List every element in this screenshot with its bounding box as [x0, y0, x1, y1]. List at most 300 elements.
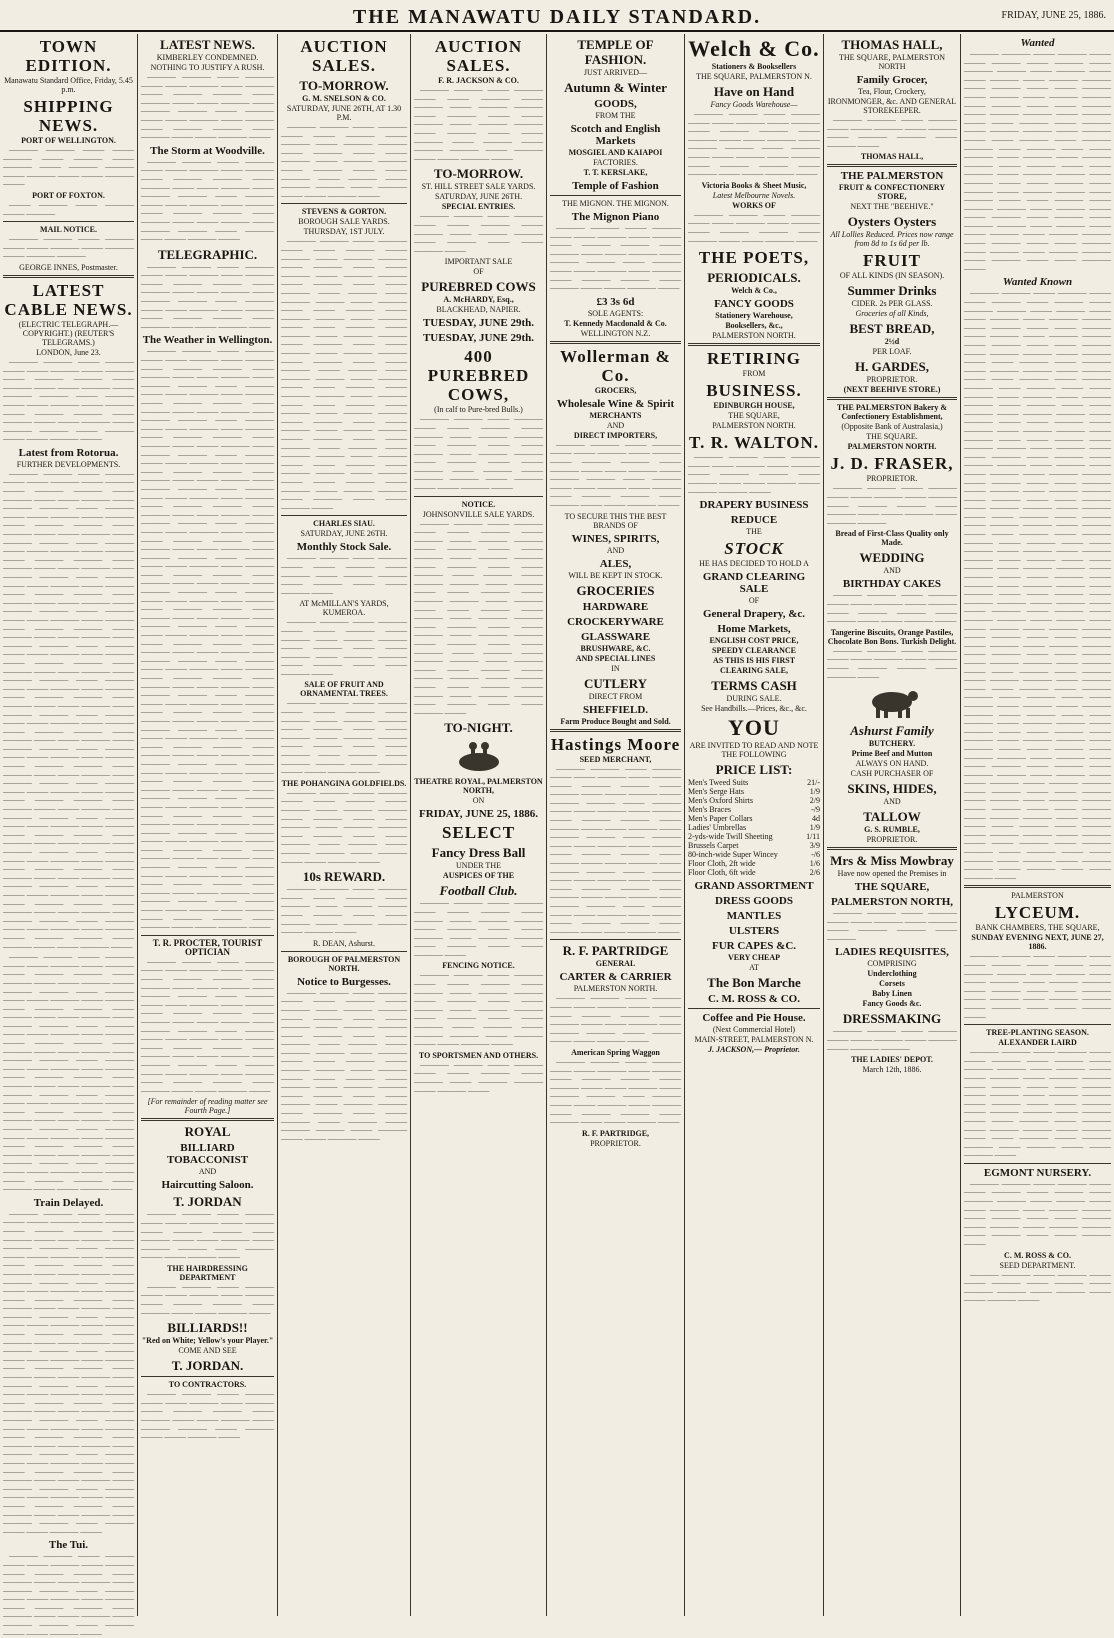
thursday: THURSDAY, 1ST JULY. — [303, 227, 385, 237]
fancy-goods: Fancy Goods Warehouse— — [710, 100, 798, 109]
text-block: ———— ———— ——— ———— ——— ——— ———— ——— ———— ——— ———— ———— ——— ———— ——— ——— ———— ——— ———— ———— ——— ———— ——— ——— ———— ——— — [141, 1210, 274, 1262]
text-block: ———— ———— ——— ———— ——— ——— ———— ——— ———— ——— ———— ———— ——— ———— ——— ——— ———— ——— ———— ———— ——— ———— ——— ——— ———— ——— ———— ——— ———— ———— ——— ———— ——— ——— ———— ——— ———— ———— ——— ———— ——— ——— ———— ——— — [3, 1552, 134, 1638]
price-item-value: 3/9 — [809, 841, 820, 851]
column-6 — [688, 34, 820, 1616]
the-square: THE SQUARE. — [866, 432, 918, 442]
text-block: ———— ———— ——— ———— ——— ——— ———— ——— ———— ——— ———— ———— ——— ———— ——— ——— ———— ——— ———— ———— ——— ———— ——— ——— ———— ——— ———— ——— ———— ———— ——— ———— ——— ——— ———— ——— ———— ———— ——— ———— ——— ——— ———— ——— ———— ——— ———— ———— ——— ———— ——— ——— ———— ——— ———— ———— ——— ———— ——— ——— ———— ——— ———— ——— ———— ———— ——— ———— ——— ——— ———— ——— ———— ———— ——— ———— ——— ——— ———— ——— ———— ——— ———— ———— ——— ———— ——— ——— ———— ——— ———— ———— ——— ———— ——— ——— ———— ——— ———— ——— ———— ———— ——— ———— ——— ——— ———— ——— ———— ———— ——— ———— ——— ——— ———— ——— ———— ——— ———— ———— ——— ———— ——— ——— ———— ——— ———— ———— ——— ———— ——— ——— ———— ——— ———— ——— ———— ———— ——— ———— ——— ——— ———— ——— ———— ———— ——— ———— ——— ——— ———— ——— ———— ——— ———— ———— ——— ———— ——— ——— ———— ——— ———— ———— ——— ———— ——— ——— ———— ——— — [3, 1209, 134, 1536]
column-rule — [277, 34, 278, 1616]
the-square-3: THE SQUARE, — [854, 881, 930, 894]
price-item-name: Men's Tweed Suits — [688, 778, 749, 788]
merchants: MERCHANTS — [589, 410, 642, 420]
ashurst-family: Ashurst Family — [850, 723, 934, 739]
stevens: STEVENS & GORTON. — [301, 207, 387, 217]
and-2: AND — [883, 797, 901, 807]
best-bread: BEST BREAD, — [849, 321, 935, 337]
text-block: ———— ———— ——— ———— ——— ——— ———— ——— ———— ——— ———— ———— ——— ———— ——— ——— ———— ——— ———— ———— — [827, 484, 957, 527]
next-door: (Next Commercial Hotel) — [712, 1025, 796, 1035]
jordan: T. JORDAN — [173, 1194, 242, 1210]
temple-heading: TEMPLE OF FASHION. — [577, 37, 654, 67]
theatre: THEATRE ROYAL, PALMERSTON NORTH, — [414, 777, 543, 796]
telegraphic-heading: TELEGRAPHIC. — [157, 246, 258, 262]
skins-hides: SKINS, HIDES, — [847, 781, 937, 797]
very-cheap: VERY CHEAP — [727, 953, 781, 963]
sunday-evening: SUNDAY EVENING NEXT, JUNE 27, 1886. — [971, 933, 1104, 952]
of: OF — [748, 596, 760, 606]
at: AT — [749, 963, 759, 973]
price-row — [688, 787, 820, 796]
price-list-table — [688, 778, 820, 877]
and: AND — [883, 566, 901, 576]
important: IMPORTANT SALE — [444, 257, 513, 267]
have-on-hand: Have on Hand — [713, 84, 795, 99]
first-sale: AS THIS IS HIS FIRST — [712, 656, 796, 666]
palm-north: PALMERSTON NORTH. — [573, 984, 658, 994]
price-row — [688, 814, 820, 823]
further-heading: FURTHER DEVELOPMENTS. — [16, 459, 121, 469]
text-block: ———— ———— ——— ———— ——— ——— ———— ——— ———— ——— ———— ———— ——— ———— ——— — [414, 1060, 543, 1095]
reward: 10s REWARD. — [302, 869, 386, 885]
office-line: Manawatu Standard Office, Friday, 5.45 p.m. — [4, 76, 133, 94]
and: AND — [198, 1167, 217, 1177]
partridge: R. F. PARTRIDGE — [562, 943, 669, 959]
billiard: BILLIARD TOBACCONIST — [166, 1142, 249, 1167]
factories: FACTORIES. — [593, 158, 638, 167]
direct-from: DIRECT FROM — [588, 691, 643, 701]
groceries: GROCERIES — [576, 582, 655, 598]
burgesses: Notice to Burgesses. — [297, 975, 391, 988]
wollerman: Wollerman & Co. — [560, 346, 671, 385]
price-item-value: -/6 — [811, 850, 820, 860]
text-block: ———— ———— ——— ———— ——— ——— ———— ——— ———— ——— ———— ———— ——— ———— ——— ——— ———— ——— ———— ———— ——— ———— ——— ——— ———— ——— — [550, 994, 681, 1046]
text-block: ———— ———— ——— ———— ——— ——— ———— ——— ———— ——— ———— ———— ——— ———— ——— ——— ———— ——— ———— ———— ——— ———— ——— ——— ———— ——— ———— ——— ———— ———— ——— ———— ——— ——— ———— ——— ———— ———— ——— ———— ——— ——— ———— ——— ———— ——— ———— ———— ——— ———— ——— ——— ———— ——— ———— ———— ——— ———— ——— ——— ———— ——— ———— ——— ———— ———— ——— ———— ——— ——— ———— ——— ———— ———— ——— ———— ——— ——— ———— ——— ———— ——— ———— ———— ——— ———— ——— ——— ———— ——— ———— ———— ——— ———— ——— ——— ———— ——— ———— ——— ———— ———— ——— ———— ——— ——— ———— ——— ———— ———— ——— ———— ——— ——— ———— ——— ———— ——— ———— ———— ——— ———— ——— ——— ———— ——— ———— ———— ——— ———— ——— ——— ———— ——— ———— ——— ———— ———— ——— ———— ——— ——— ———— ——— ———— ———— ——— ———— ——— ——— ———— ——— ———— ——— ———— ———— ——— ———— ——— ——— ———— ——— ———— ———— ——— ———— ——— ——— ———— ——— ———— ——— ———— ———— ——— ———— ——— ——— ———— ——— ———— ———— ——— ———— ——— ——— ———— ——— ———— ——— ———— ———— ——— ———— ——— ——— ———— ——— ———— ———— ——— ———— ——— ——— ———— ——— ———— ——— ———— ———— ——— ———— ——— ——— ———— ——— ———— ———— ——— ———— ——— ——— ———— ——— ———— ——— ———— ———— ——— ———— ——— ——— ———— ——— ———— ———— ——— ———— ——— ——— ———— ——— ———— ——— ———— ———— ——— ———— ——— ——— ———— ——— ———— ———— ——— ———— ——— ——— ———— ——— ———— ——— ———— ———— ——— ———— ——— ——— ———— ——— ———— ———— ——— ———— ——— ——— ———— ——— ———— ——— ———— ———— ——— ———— ——— ——— ———— ——— ———— ———— ——— ———— ——— ——— ———— ——— ———— ——— ———— ———— ——— ———— ——— ——— ———— ——— — [141, 347, 274, 932]
terms-cash: TERMS CASH — [711, 678, 797, 694]
stationery-warehouse: Stationery Warehouse, — [715, 311, 793, 321]
kimberley: KIMBERLEY CONDEMNED. — [156, 53, 259, 62]
mignon: THE MIGNON. THE MIGNON. — [562, 199, 669, 208]
price-item-name: Men's Braces — [688, 805, 731, 815]
text-block: ———— ———— ——— ———— ——— ——— ———— ——— ———— ——— ———— ———— ——— ———— ——— ——— ———— ——— — [964, 1270, 1111, 1305]
piano-price: £3 3s 6d — [596, 295, 635, 308]
under: UNDER THE — [456, 861, 501, 871]
wanted-heading: Wanted — [1020, 37, 1055, 49]
main-street: MAIN-STREET, PALMERSTON N. — [694, 1035, 814, 1045]
business: BUSINESS. — [706, 381, 802, 401]
text-block: ———— ———— ——— ———— ——— ——— ———— ——— ———— ——— ———— ———— ——— ———— ——— ——— ———— ——— — [688, 210, 820, 245]
text-block: ———— ———— ——— ———— ——— ——— ———— ——— ———— ——— ———— ———— ——— ———— ——— ——— ———— ——— ———— ———— ——— ———— ——— ——— ———— ——— ———— ——— ———— ———— ——— ———— ——— ——— ———— ——— — [141, 262, 274, 331]
auction-heading-2: AUCTION SALES. — [434, 37, 523, 75]
palm-north-2: PALMERSTON NORTH, — [830, 896, 954, 909]
home-markets: Home Markets, — [717, 623, 791, 636]
handbills: See Handbills.—Prices, &c., &c. — [701, 704, 807, 714]
palm-north: PALMERSTON NORTH. — [712, 331, 796, 341]
and: AND — [606, 420, 625, 430]
sole-agents: SOLE AGENTS: — [587, 308, 644, 318]
town-edition-heading: TOWN EDITION. — [25, 37, 112, 75]
general: GENERAL — [595, 959, 636, 969]
text-block: ———— ———— ——— ———— ——— ——— ———— ——— ———— ——— ———— ———— ——— ———— ——— ——— ———— ——— ———— ———— ——— ———— ——— ——— ———— ——— ———— ——— ———— ———— ——— ———— ——— ——— ———— ——— — [964, 1179, 1111, 1249]
bakery: THE PALMERSTON Bakery & Confectionery Establishment, — [836, 403, 948, 422]
ales: ALES, — [599, 557, 632, 570]
text-block: ———— ———— ——— ———— ——— ——— ———— ——— ———— ——— ———— ———— ——— ———— ——— ——— ———— ——— ———— ———— ——— ———— ——— ——— ———— ——— ———— ——— ———— ———— ——— ———— ——— ——— ———— ——— ———— ———— ——— ———— ——— ——— ———— ——— — [141, 157, 274, 244]
kerslake: T. T. KERSLAKE, — [583, 168, 648, 177]
walton: T. R. WALTON. — [689, 433, 819, 453]
of: OF — [473, 267, 484, 277]
text-block: ———— ———— ——— ———— ——— ——— ———— ——— ———— ——— ———— ———— ——— ———— ——— ——— ———— ——— ———— ———— ——— ———— ——— ——— ———— ——— ———— ——— ———— ———— ——— ———— ——— ——— ———— ——— ———— ———— ——— ———— ——— ——— ———— ——— ———— ——— ———— ———— ——— ———— ——— ——— ———— ——— ———— ———— ——— ———— ——— ——— ———— ——— ———— ——— ———— ———— ——— ———— ——— ——— ———— ——— ———— ———— ——— ———— ——— ——— ———— ——— ———— ——— ———— ———— ——— ———— ——— ——— ———— ——— ———— ———— ——— ———— ——— ——— ———— ——— ———— ——— ———— ———— ——— ———— ——— ——— ———— ——— ———— ———— ——— ———— ——— ——— ———— ——— ———— ——— ———— ———— ——— ———— ——— ——— ———— ——— — [964, 50, 1111, 273]
column-5 — [550, 34, 681, 1616]
thomas-hall-2: THOMAS HALL, — [860, 152, 924, 162]
price-item-name: 2-yds-wide Twill Sheeting — [688, 832, 773, 842]
general-drapery: General Drapery, &c. — [702, 608, 806, 621]
text-block: ———— ———— ——— ———— ——— ——— ———— ——— ———— ——— ———— ———— ——— ———— ——— ——— ———— ——— ———— ———— ——— ———— ——— ——— ———— ——— ———— ——— ———— ———— ——— ———— ——— ——— ———— ——— — [414, 86, 543, 163]
mosgiel: MOSGIEL AND KAIAPOI — [568, 148, 663, 157]
ulsters: ULSTERS — [728, 925, 780, 938]
wellington-nz: WELLINGTON N.Z. — [580, 328, 651, 338]
in-season: OF ALL KINDS (IN SEASON). — [839, 271, 945, 281]
palmerston: THE PALMERSTON — [840, 170, 944, 183]
summer-drinks: Summer Drinks — [847, 283, 937, 299]
price-item-name: Men's Paper Collars — [688, 814, 753, 824]
text-block: ———— ———— ——— ———— ——— ——— ———— ——— ———— ——— ———— ———— ——— ———— ——— ——— ———— ——— ———— ———— ——— ———— ——— ——— ———— ——— ———— ——— ———— ———— ——— ———— ——— ——— ———— ——— ———— ———— ——— ———— ——— ——— ———— ——— ———— ——— ———— ———— ——— ———— ——— ——— ———— ——— ———— ———— ——— ———— ——— ——— ———— ——— — [964, 1048, 1111, 1160]
on: ON — [472, 796, 485, 806]
dressmaking: DRESSMAKING — [842, 1011, 942, 1027]
american-waggon: American Spring Waggon — [571, 1047, 660, 1057]
wines: WINES, SPIRITS, — [571, 532, 660, 545]
text-block: ———— ———— ——— ———— ——— ——— ———— ——— ———— ——— ———— ———— ——— ———— ——— ——— ———— ——— ———— ———— ——— ———— ——— ——— ———— ——— — [281, 618, 407, 678]
text-block: ———— ———— ——— ———— ——— ——— ———— ——— ———— ——— ———— ———— ——— ———— ——— ——— ———— ——— — [414, 212, 543, 255]
invited: ARE INVITED TO READ AND NOTE THE FOLLOWING — [689, 741, 819, 760]
column-8 — [964, 34, 1111, 1616]
shipping-heading: SHIPPING NEWS. — [23, 97, 114, 135]
column-rule — [137, 34, 138, 1616]
opp-bank: (Opposite Bank of Australasia,) — [841, 422, 943, 432]
dean: R. DEAN, Ashurst. — [312, 938, 375, 948]
stock: STOCK — [724, 539, 784, 559]
prime-beef: Prime Beef and Mutton — [851, 749, 933, 759]
fur-capes: FUR CAPES &C. — [711, 940, 797, 953]
text-block: ———— ———— ——— ———— ——— ——— ———— ——— ———— ——— ———— ———— ——— ———— ——— ——— ———— ——— ———— ———— ——— ———— ——— ——— ———— ——— — [414, 899, 543, 959]
text-block: ———— ———— ——— ———— ——— ——— ———— ——— ———— ——— ———— ———— ——— ———— ——— ——— ———— ——— ———— ———— ——— ———— ——— ——— ———— ——— ———— ——— ———— ———— ——— ———— ——— ——— ———— ——— — [414, 971, 543, 1049]
always-on-hand: ALWAYS ON HAND. — [855, 759, 929, 769]
bank-chambers: BANK CHAMBERS, THE SQUARE, — [975, 923, 1100, 933]
drapery: DRAPERY BUSINESS — [699, 499, 809, 512]
siau-date: SATURDAY, JUNE 26TH. — [300, 529, 388, 539]
stationers: Stationers & Booksellers — [711, 62, 797, 71]
text-block: ———— ———— ——— ———— ——— ——— ———— ——— ———— ——— ———— ———— ——— ———— ——— ——— ———— ——— ———— ———— ——— ———— ——— ——— ———— ——— ———— ——— ———— ———— ——— ———— ——— ——— ———— ——— — [281, 123, 407, 200]
contractors: TO CONTRACTORS. — [168, 1380, 247, 1390]
text-block: ———— ———— ——— ———— ——— ——— ———— ——— ———— ——— ———— ———— — [827, 1027, 957, 1053]
lollies: All Lollies Reduced. Prices now range from 8d to 1s 6d per lb. — [830, 230, 954, 249]
special-lines: AND SPECIAL LINES — [575, 653, 656, 663]
text-block: ———— ———— ——— ———— ——— ——— ———— ——— ———— ——— ———— ———— ——— ———— ——— — [827, 646, 957, 681]
in: IN — [611, 663, 620, 673]
clearing-sale: GRAND CLEARING SALE — [702, 571, 806, 596]
price-row — [688, 778, 820, 787]
sat: SATURDAY, JUNE 26TH. — [434, 192, 523, 202]
secure: TO SECURE THIS THE BEST BRANDS OF — [564, 511, 667, 530]
price-item-name: Floor Cloth, 6ft wide — [688, 868, 756, 878]
column-rule — [823, 34, 824, 1616]
auction-heading: AUCTION SALES. — [300, 37, 388, 75]
price-item-value: 1/9 — [809, 823, 820, 833]
hardware: HARDWARE — [582, 600, 649, 613]
ross-co: C. M. ROSS & CO. — [708, 993, 800, 1006]
the-poets: THE POETS, — [698, 248, 810, 268]
column-rule — [684, 34, 685, 1616]
speedy: SPEEDY CLEARANCE — [712, 646, 796, 656]
english-cost: ENGLISH COST PRICE, — [709, 636, 799, 646]
booksellers: Booksellers, &c., — [725, 321, 783, 331]
hastings-moore: Hastings Moore — [550, 734, 681, 754]
palm-north-2: PALMERSTON NORTH. — [712, 421, 796, 431]
square: THE SQUARE, PALMERSTON N. — [696, 72, 812, 81]
text-block: ———— ———— ——— ———— ——— ——— ———— ——— ———— ——— ———— ———— ——— ———— ——— ——— ———— ——— ———— ———— ——— ———— ——— ——— ———— ——— ———— ——— ———— ———— ——— ———— ——— ——— ———— ——— ———— ———— ——— ———— ——— ——— ———— ——— ———— ——— ———— ———— ——— ———— ——— ——— ———— ——— ———— ———— ——— ———— ——— ——— ———— ——— ———— ——— ———— ———— ——— ———— ——— ——— ———— ——— ———— ———— ——— ———— ——— ——— ———— ——— ———— ——— ———— ———— ——— ———— ——— ——— ———— ——— — [414, 519, 543, 717]
sthill: ST. HILL STREET SALE YARDS. — [421, 182, 536, 192]
jackson: F. R. JACKSON & CO. — [438, 76, 519, 85]
port-foxton: PORT OF FOXTON. — [32, 190, 105, 200]
price-item-name: Men's Oxford Shirts — [688, 796, 753, 806]
scotch: Scotch and English Markets — [570, 123, 661, 147]
palm-north: PALMERSTON NORTH. — [847, 442, 937, 452]
from: FROM — [742, 369, 766, 379]
march-date: March 12th, 1886. — [862, 1065, 922, 1075]
square-2: THE SQUARE, — [728, 411, 780, 421]
ross-co: C. M. ROSS & CO. — [1004, 1250, 1071, 1260]
text-block: ———— ———— ——— ———— ——— ——— ———— ——— ———— ——— ———— ———— ——— ———— ——— ——— ———— ——— ———— ———— ——— ———— ——— ——— ———— ——— ———— ——— ———— ———— ——— ———— ——— ——— ———— ——— ———— ———— ——— ———— ——— ——— ———— ——— — [3, 357, 134, 444]
text-block: ———— ———— ——— ———— ——— ——— ———— ——— ———— ——— ———— ———— ——— ———— ——— ——— ———— ——— ———— ———— ——— ———— ——— ——— ———— ——— ———— ——— ———— ———— ——— ———— ——— ——— ———— ——— — [414, 415, 543, 493]
price-item-name: 80-inch-wide Super Wincey — [688, 850, 778, 860]
mchardy: A. McHARDY, Esq., — [443, 295, 514, 305]
proprietor: PROPRIETOR. — [866, 375, 918, 385]
price-row — [688, 796, 820, 805]
latest-news-heading: LATEST NEWS. — [160, 37, 255, 52]
just-arrived: JUST ARRIVED— — [583, 68, 648, 77]
from: FROM THE — [595, 111, 636, 120]
price-item-value: 4d — [812, 814, 820, 824]
text-block: ———— ———— ——— ———— ——— ——— ———— ——— ———— ——— ———— ———— ——— ———— — [827, 909, 957, 943]
periodicals: PERIODICALS. — [707, 270, 801, 286]
special-entries: SPECIAL ENTRIES. — [441, 202, 516, 212]
text-block: ———— ———— ——— ———— ——— ——— ———— ——— ———— ——— ———— ———— ——— ———— ——— ——— ———— ——— ———— ———— ——— ———— ——— ——— ———— ——— ———— ——— ———— ———— ——— ———— ——— ——— ———— ——— ———— ———— ——— ———— ——— ——— ———— ——— ———— ——— ———— ———— ——— ———— ——— ——— ———— ——— ———— ———— ——— ———— ——— ——— ———— ——— ———— ——— ———— ———— ——— ———— ——— ——— ———— ——— ———— ———— ——— ———— ——— ——— ———— ——— ———— ——— ———— ———— ——— ———— ——— ——— ———— ——— ———— ———— ——— ———— ——— ——— ———— ——— ———— ——— ———— ———— ——— ———— ——— ——— ———— ——— ———— ———— ——— ———— ——— ——— ———— ——— ———— ——— ———— ———— ——— ———— ——— ——— ———— ——— — [281, 237, 407, 512]
family-grocer: Family Grocer, — [856, 74, 928, 86]
fencing: FENCING NOTICE. — [442, 961, 515, 971]
welch: Welch & Co. — [688, 36, 820, 61]
autumn: Autumn & Winter — [564, 80, 667, 95]
wholesale: Wholesale Wine & Spirit — [556, 397, 675, 410]
mcmillan: AT McMILLAN'S YARDS, KUMEROA. — [299, 599, 389, 618]
sportsmen: TO SPORTSMEN AND OTHERS. — [418, 1050, 539, 1060]
butchery: BUTCHERY. — [868, 739, 916, 749]
birthday-cakes: BIRTHDAY CAKES — [842, 578, 942, 591]
ironmonger: IRONMONGER, &c. AND GENERAL STOREKEEPER. — [827, 97, 957, 115]
text-block: ———— ———— ——— ———— ——— ——— ———— ——— ———— ——— ———— ———— ——— ———— ——— ——— ———— ——— ———— ———— ——— ———— ——— ——— ———— ——— ———— ——— ———— ———— ——— ———— ——— ——— ———— ——— — [281, 788, 407, 866]
farm-produce: Farm Produce Bought and Sold. — [560, 716, 671, 726]
laird: ALEXANDER LAIRD — [998, 1038, 1077, 1048]
proprietor-2: PROPRIETOR. — [866, 474, 918, 484]
egmont-nursery: EGMONT NURSERY. — [983, 1166, 1092, 1179]
fancy-goods-2: FANCY GOODS — [714, 298, 794, 311]
price-item-name: Floor Cloth, 2ft wide — [688, 859, 756, 869]
crockery: CROCKERYWARE — [567, 615, 664, 628]
sheffield: SHEFFIELD. — [582, 703, 649, 716]
fancy-goods: Fancy Goods &c. — [862, 999, 922, 1009]
mail-notice: MAIL NOTICE. — [40, 225, 97, 235]
tomorrow-2: TO-MORROW. — [433, 166, 524, 182]
tuesday-2: TUESDAY, JUNE 29th. — [422, 332, 535, 345]
brushware: BRUSHWARE, &C. — [580, 643, 651, 653]
borough-palm: BOROUGH OF PALMERSTON NORTH. — [287, 954, 401, 973]
price-row — [688, 868, 820, 877]
price-item-value: 2/9 — [809, 796, 820, 806]
purebred: PUREBRED COWS — [421, 279, 536, 295]
storm-heading: The Storm at Woodville. — [150, 144, 265, 157]
hairdressing: THE HAIRDRESSING DEPARTMENT — [167, 1263, 248, 1282]
clearing-sale-2: CLEARING SALE, — [719, 666, 788, 676]
rotorua-heading: Latest from Rotorua. — [18, 446, 119, 459]
oysters: Oysters Oysters — [847, 214, 937, 230]
tallow: TALLOW — [863, 809, 921, 825]
price-item-name: Men's Serge Hats — [688, 787, 744, 797]
lyceum: LYCEUM. — [994, 903, 1081, 923]
jackson-proprietor: J. JACKSON,— Proprietor. — [708, 1045, 800, 1055]
royal: ROYAL — [184, 1124, 231, 1140]
column-2 — [141, 34, 274, 1616]
jordan-2: T. JORDAN. — [171, 1358, 244, 1374]
mignon-piano: The Mignon Piano — [571, 211, 660, 223]
melbourne-novels: Latest Melbourne Novels. — [712, 190, 796, 200]
price-row — [688, 805, 820, 814]
victoria-books: Victoria Books & Sheet Music, — [701, 180, 807, 190]
snelson-date: SATURDAY, JUNE 26TH, AT 1.30 P.M. — [286, 104, 402, 122]
rumble: G. S. RUMBLE, — [864, 825, 920, 835]
issue-date: FRIDAY, JUNE 25, 1886. — [1001, 10, 1106, 21]
ox-illustration — [862, 684, 922, 720]
tuesday: TUESDAY, JUNE 29th. — [422, 317, 535, 330]
hall-square: THE SQUARE, PALMERSTON NORTH — [838, 53, 945, 71]
column-rule — [546, 34, 547, 1616]
coffee-pie: Coffee and Pie House. — [702, 1012, 806, 1025]
borough-yards: BOROUGH SALE YARDS. — [298, 217, 390, 227]
price-item-name: Brussels Carpet — [688, 841, 739, 851]
text-block: ———— ———— ——— ———— ——— ——— ———— ——— ———— ——— ———— ———— ——— ———— ——— ——— ———— ——— ———— ———— ——— ———— ——— ——— ———— ——— ———— ——— ———— ———— ——— ———— ——— ——— ———— ——— — [964, 952, 1111, 1021]
auspices: AUSPICES OF THE — [442, 871, 515, 881]
tonight: TO-NIGHT. — [444, 720, 513, 736]
port-wellington: PORT OF WELLINGTON. — [21, 136, 116, 145]
partridge-2: R. F. PARTRIDGE, — [581, 1128, 650, 1138]
text-block: ———— ———— ——— ———— ——— ——— ———— ——— ———— ——— ———— ———— ——— ———— ——— ——— ———— ——— ———— ———— ——— ———— ——— ——— ———— ——— ———— ——— ———— ———— ——— ———— ——— ——— ———— ——— ———— ———— ——— ———— ——— ——— ———— ——— ———— ——— ———— ———— ——— ———— ——— ——— ———— ——— ———— ———— ——— ———— ——— ——— ———— ——— ———— ——— ———— ———— ——— ———— ——— ——— ———— ——— — [141, 957, 274, 1095]
price-list: PRICE LIST: — [715, 762, 793, 778]
text-block: ———— ———— ——— ———— ——— ——— ———— ——— ———— ——— ———— ———— ——— ———— ——— ——— ———— ——— ———— ———— ——— ———— ——— ——— ———— ——— ———— ——— ———— ———— ——— ———— ——— ——— ———— ——— ———— ———— ——— ———— ——— ——— ———— ——— ———— ——— ———— ———— ——— ———— ——— ——— ———— ——— ———— ———— ——— ———— ——— ——— ———— ——— ———— ——— ———— ———— ——— ———— ——— ——— ———— ——— ———— ———— ——— ———— ——— ——— ———— ——— ———— ——— ———— ———— ——— ———— ——— ——— ———— ——— ———— ———— ——— ———— ——— ——— ———— ——— ———— ——— ———— ———— ——— ———— ——— ——— ———— ——— ———— ———— ——— ———— ——— ——— ———— ——— ———— ——— ———— ———— ——— ———— ——— ——— ———— ——— ———— ———— ——— ———— ——— ——— ———— ——— ———— ——— ———— ———— ——— ———— ——— ——— ———— ——— ———— ———— ——— ———— ——— ——— ———— ——— ———— ——— ———— ———— ——— ———— ——— ——— ———— ——— ———— ———— ——— ———— ——— ——— ———— ——— ———— ——— ———— ———— ——— ———— ——— ——— ———— ——— ———— ———— ——— ———— ——— ——— ———— ——— ———— ——— ———— ———— ——— ———— ——— ——— ———— ——— ———— ———— ——— ———— ——— ——— ———— ——— ———— ——— ———— ———— ——— ———— ——— ——— ———— ——— ———— ———— ——— ———— ——— ——— ———— ——— ———— ——— ———— ———— ——— ———— ——— ——— ———— ——— ———— ———— ——— ———— ——— ——— ———— ——— ———— ——— ———— ———— ——— ———— ——— ——— ———— ——— — [3, 469, 134, 951]
ladies-depot: THE LADIES' DEPOT. — [851, 1055, 933, 1065]
glassware: GLASSWARE — [580, 630, 651, 643]
fancy-dress: Fancy Dress Ball — [431, 845, 526, 861]
proprietor-3: PROPRIETOR. — [866, 835, 918, 845]
price-item-value: 1/9 — [809, 787, 820, 797]
goods: GOODS, — [594, 98, 637, 110]
cash-purchaser: CASH PURCHASER OF — [850, 769, 934, 779]
text-block: ———— ———— ——— ———— ——— ——— ———— ——— ———— ——— ———— ———— — [3, 235, 134, 261]
retiring: RETIRING — [707, 349, 801, 369]
the: THE — [746, 527, 762, 537]
text-block: ———— ———— ——— ———— ——— ——— ———— ——— ———— ——— ———— ———— ——— ———— ——— ——— ———— ——— ———— ———— ——— ———— ——— — [281, 885, 407, 937]
text-block: ———— ———— ——— ———— ——— ——— ———— ——— ———— ——— ———— ———— ——— ———— ——— ——— ———— ——— — [281, 554, 407, 597]
price-row — [688, 832, 820, 841]
weather-heading: The Weather in Wellington. — [142, 334, 273, 347]
tomorrow: TO-MORROW. — [299, 78, 389, 93]
text-block: ———— ———— ——— ———— ——— ——— ———— ——— ———— ——— ———— ———— ——— ———— ——— ——— ———— ——— ———— ———— ——— ———— ——— ——— ———— ——— ———— ——— ———— ———— ——— ———— ——— ——— ———— ——— — [550, 224, 681, 293]
text-block: ———— ———— ——— ———— ——— ——— ———— ——— ———— ——— ———— ———— ——— ———— ——— ——— ———— ——— — [141, 1282, 274, 1317]
fruit: FRUIT — [863, 251, 921, 271]
masthead — [0, 0, 1114, 32]
text-block: ———— ———— ——— ———— ——— ——— ———— ——— ———— ——— ———— ———— ——— ———— ——— ——— ———— ——— ———— ———— ——— — [688, 453, 820, 496]
works-of: WORKS OF — [732, 200, 776, 210]
london-dateline: LONDON, June 23. — [36, 347, 101, 357]
monthly-stock: Monthly Stock Sale. — [296, 541, 392, 554]
trees-sale: SALE OF FRUIT AND ORNAMENTAL TREES. — [300, 680, 388, 699]
palmerston: PALMERSTON — [1011, 891, 1064, 901]
text-block: ———— ———— ——— ———— ——— ——— ———— ——— ———— ——— ———— ———— ——— ———— ——— ——— ———— ——— ———— ———— ——— ———— ——— ——— ———— ——— — [141, 1390, 274, 1442]
decided: HE HAS DECIDED TO HOLD A — [699, 559, 809, 569]
price-row — [688, 850, 820, 859]
text-block: ——— ———— ——— ———— ——— ———— — [3, 200, 134, 218]
text-block: ———— ———— ——— ———— ——— ——— ———— ——— ———— ——— ———— ———— ——— ———— ——— — [827, 116, 957, 150]
four-hundred-cows: 400 PUREBRED COWS, — [427, 347, 530, 405]
cider: CIDER. 2s PER GLASS. — [851, 299, 933, 309]
blackhead: BLACKHEAD, NAPIER. — [436, 305, 521, 315]
edinburgh: EDINBURGH HOUSE, — [713, 401, 795, 411]
mantles: MANTLES — [726, 910, 782, 923]
text-block: ———— ———— ——— ———— ——— ——— ———— ——— ———— ——— ———— ———— ——— ———— ——— ——— ———— ——— ———— ———— ——— ———— ——— ——— ———— ——— ———— ——— ———— ———— ——— ———— ——— ——— ———— ——— — [550, 440, 681, 509]
baby-linen: Baby Linen — [872, 989, 912, 999]
column-rule — [410, 34, 411, 1616]
mail-sign: GEORGE INNES, Postmaster. — [19, 262, 118, 272]
grand-assortment: GRAND ASSORTMENT — [694, 880, 814, 893]
opened: Have now opened the Premises in — [837, 869, 947, 879]
cable-note: (ELECTRIC TELEGRAPH.—COPYRIGHT.) (REUTER'S TELEGRAMS.) — [18, 319, 119, 347]
football-club: Football Club. — [439, 883, 518, 899]
carter: CARTER & CARRIER — [559, 971, 672, 984]
column-3 — [281, 34, 407, 1616]
train-heading: Train Delayed. — [33, 1196, 104, 1209]
text-block: ———— ———— ——— ———— ——— ——— ———— ——— ———— ——— ———— ———— ——— ———— ——— ——— ———— ——— ———— ———— ——— ———— ——— ——— ———— ——— ———— ——— ———— ———— ——— ———— ——— ——— ———— ——— ———— ———— ——— ———— ——— ——— ———— ——— ———— ——— ———— ———— ——— ———— ——— ——— ———— ——— ———— ———— ——— ———— ——— ——— ———— ——— ———— ——— ———— ———— ——— ———— ——— ——— ———— ——— ———— ———— ——— ———— ——— ——— ———— ——— ———— ——— ———— ———— ——— ———— ——— ——— ———— ——— — [550, 764, 681, 936]
text-block: ———— ———— ——— ———— ——— ——— ———— ——— ———— ——— ———— ———— ——— ———— ——— ——— ———— ——— ———— ———— ——— ———— ——— ——— ———— ——— ———— ——— ———— ———— ——— ———— ——— ——— ———— ——— — [141, 73, 274, 142]
dancers-illustration — [449, 738, 509, 774]
comprising: COMPRISING — [867, 959, 917, 969]
proprietor: PROPRIETOR. — [590, 1138, 641, 1148]
next-beehive-2: (NEXT BEEHIVE STORE.) — [843, 385, 941, 395]
text-block: ———— ———— ——— ——— ———— ——— ———— ——— ———— ——— ———— ———— ——— ———— ——— ——— ———— ——— — [3, 146, 134, 189]
column-4 — [414, 34, 543, 1616]
tree-planting: TREE-PLANTING SEASON. — [986, 1028, 1089, 1038]
underclothing: Underclothing — [867, 969, 917, 979]
kept: WILL BE KEPT IN STOCK. — [568, 570, 663, 580]
wanted-known-heading: Wanted Known — [1002, 276, 1073, 289]
text-block: ———— ———— ——— ———— ——— ——— ———— ——— ———— ——— ———— ———— ——— ———— ——— ——— ———— ——— ———— ———— ——— ———— ——— ——— ———— ——— ———— ——— ———— ———— ——— ———— ——— ——— ———— ——— ———— ———— ——— ———— ——— ——— ———— ——— ———— ——— ———— ———— ——— ———— ——— ——— ———— ——— ———— ———— ——— ———— ——— ——— ———— ——— ———— ——— ———— ———— ——— ———— ——— ——— ———— ——— ———— ———— ——— ———— ——— ——— ———— ——— ———— ——— ———— ———— ——— ———— ——— ——— ———— ——— ———— ———— ——— ———— ——— ——— ———— ——— ———— ——— ———— ———— ——— ———— ——— ——— ———— ——— ———— ———— ——— ———— ——— ——— ———— ——— ———— ——— ———— ———— ——— ———— ——— ——— ———— ——— ———— ———— ——— ———— ——— ——— ———— ——— ———— ——— ———— ———— ——— ———— ——— ——— ———— ——— ———— ———— ——— ———— ——— ——— ———— ——— ———— ——— ———— ———— ——— ———— ——— ——— ———— ——— ———— ———— ——— ———— ——— ——— ———— ——— ———— ——— ———— ———— ——— ———— ——— ——— ———— ——— ———— ———— ——— ———— ——— ——— ———— ——— ———— ——— ———— ———— ——— ———— ——— ——— ———— ——— ———— ———— ——— ———— ——— ——— ———— ——— ———— ——— ———— ———— ——— ———— ——— ——— ———— ——— ———— ———— ——— ———— ——— ——— ———— ——— ———— ——— ———— ———— ——— ———— ——— ——— ———— ——— ———— ———— ——— ———— ——— ——— ———— ——— ———— ——— ———— ———— ——— ———— ——— ——— ———— ——— ———— ———— ——— ———— ——— ——— ———— ——— ———— ——— ———— ———— ——— ———— ——— ——— ———— ——— ———— ———— ——— ———— ——— ——— ———— ——— ———— ——— ———— ———— ——— ———— ——— ——— ———— ——— ———— ———— ——— ———— ——— ——— ———— ——— ———— ——— ———— ———— ——— ———— ——— ——— ———— ——— ———— ———— ——— ———— ——— ——— ———— ——— ———— ——— ———— ———— ——— ———— ——— ——— ———— ——— ———— ———— ——— ———— ——— ——— ———— ——— ———— ——— ———— ———— ——— ———— ——— ——— ———— ——— — [964, 289, 1111, 882]
come-and-see: COME AND SEE — [178, 1346, 237, 1356]
notice: NOTICE. — [461, 499, 496, 509]
price-item-value: 1/6 — [809, 859, 820, 869]
pohangina: THE POHANGINA GOLDFIELDS. — [281, 778, 407, 788]
corsets: Corsets — [879, 979, 905, 989]
price-item-value: 2/6 — [809, 868, 820, 878]
cable-heading: LATEST CABLE NEWS. — [4, 280, 133, 319]
bread-price: 2½d — [884, 337, 900, 347]
text-block: ———— ———— ——— ———— ——— ——— ———— ——— ———— ——— ———— ———— ——— ———— ——— ——— ———— ——— ———— ———— ——— ———— ——— ——— ———— ——— ———— ——— ———— ———— ——— ———— ——— ——— ———— ——— ———— ———— ——— ———— ——— ——— ———— ——— ———— ——— ———— ———— ——— ———— ——— ——— ———— ——— ———— ———— ——— ———— ——— ——— ———— ——— ———— ——— ———— ———— ——— ———— ——— ——— ———— ——— — [281, 988, 407, 1143]
wedding: WEDDING — [859, 550, 925, 566]
text-block: ———— ———— ——— ———— ——— ——— ———— ——— ———— ——— ———— ———— ——— ———— ——— ——— ———— ——— — [827, 591, 957, 626]
haircutting: Haircutting Saloon. — [161, 1179, 254, 1192]
price-item-name: Ladies' Umbrellas — [688, 823, 747, 833]
billiards: BILLIARDS!! — [167, 1320, 248, 1336]
